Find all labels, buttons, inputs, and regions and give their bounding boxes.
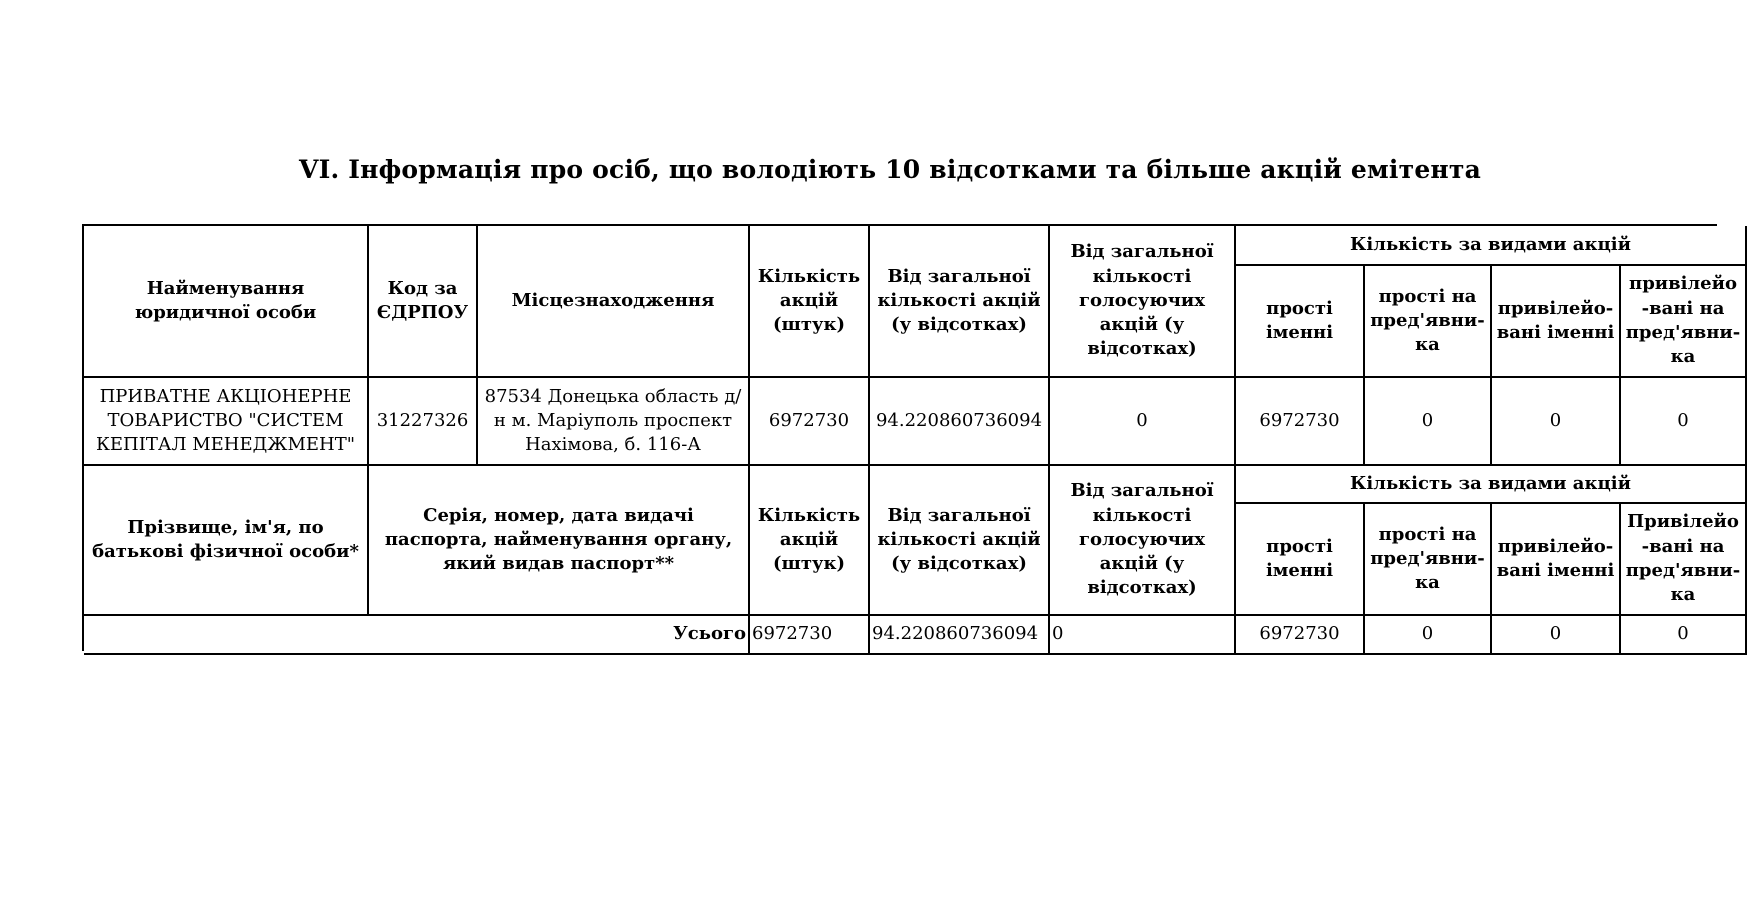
total-shares: 6972730 <box>750 616 870 655</box>
header-legal-name: Найменування юридичної особи <box>84 226 369 378</box>
header-priv-bearer: привілейо -вані на пред'явни-ка <box>1621 266 1747 378</box>
header-person-simple-named: прості іменні <box>1236 504 1365 616</box>
header-passport: Серія, номер, дата видачі паспорта, найменування органу, який видав паспорт** <box>369 466 750 616</box>
legal-entity-pct-voting: 0 <box>1050 378 1236 466</box>
legal-entity-priv-bearer: 0 <box>1621 378 1747 466</box>
legal-entity-edrpou: 31227326 <box>369 378 478 466</box>
legal-entity-simple-bearer: 0 <box>1365 378 1492 466</box>
legal-entity-priv-named: 0 <box>1492 378 1621 466</box>
total-pct-voting: 0 <box>1050 616 1236 655</box>
header-simple-named: прості іменні <box>1236 266 1365 378</box>
shareholders-table <box>82 224 1741 651</box>
total-simple-named: 6972730 <box>1236 616 1365 655</box>
header-person-priv-named: привілейо-вані іменні <box>1492 504 1621 616</box>
header-person-name: Прізвище, ім'я, по батькові фізичної особи* <box>84 466 369 616</box>
header-priv-named: привілейо-вані іменні <box>1492 266 1621 378</box>
header-simple-bearer: прості на пред'явни-ка <box>1365 266 1492 378</box>
header-pct-voting: Від загальної кількості голосуючих акцій (у відсотках) <box>1050 226 1236 378</box>
header-by-type: Кількість за видами акцій <box>1236 226 1747 266</box>
total-pct-total: 94.220860736094 <box>870 616 1050 655</box>
total-simple-bearer: 0 <box>1365 616 1492 655</box>
header-person-by-type: Кількість за видами акцій <box>1236 466 1747 504</box>
legal-entity-location: 87534 Донецька область д/н м. Маріуполь проспект Нахімова, б. 116-А <box>478 378 750 466</box>
legal-entity-shares: 6972730 <box>750 378 870 466</box>
header-location: Місцезнаходження <box>478 226 750 378</box>
total-priv-bearer: 0 <box>1621 616 1747 655</box>
total-label: Усього <box>84 616 750 655</box>
header-shares: Кількість акцій (штук) <box>750 226 870 378</box>
header-person-priv-bearer: Привілейо -вані на пред'явни-ка <box>1621 504 1747 616</box>
header-person-pct-total: Від загальної кількості акцій (у відсотках) <box>870 466 1050 616</box>
header-person-simple-bearer: прості на пред'явни-ка <box>1365 504 1492 616</box>
header-pct-total: Від загальної кількості акцій (у відсотках) <box>870 226 1050 378</box>
legal-entity-simple-named: 6972730 <box>1236 378 1365 466</box>
header-edrpou: Код за ЄДРПОУ <box>369 226 478 378</box>
legal-entity-name: ПРИВАТНЕ АКЦІОНЕРНЕ ТОВАРИСТВО "СИСТЕМ КЕПІТАЛ МЕНЕДЖМЕНТ" <box>84 378 369 466</box>
header-person-pct-voting: Від загальної кількості голосуючих акцій (у відсотках) <box>1050 466 1236 616</box>
total-priv-named: 0 <box>1492 616 1621 655</box>
header-person-shares: Кількість акцій (штук) <box>750 466 870 616</box>
legal-entity-pct-total: 94.220860736094 <box>870 378 1050 466</box>
page-title: VI. Інформація про осіб, що володіють 10 відсотками та більше акцій емітента <box>298 155 1482 184</box>
